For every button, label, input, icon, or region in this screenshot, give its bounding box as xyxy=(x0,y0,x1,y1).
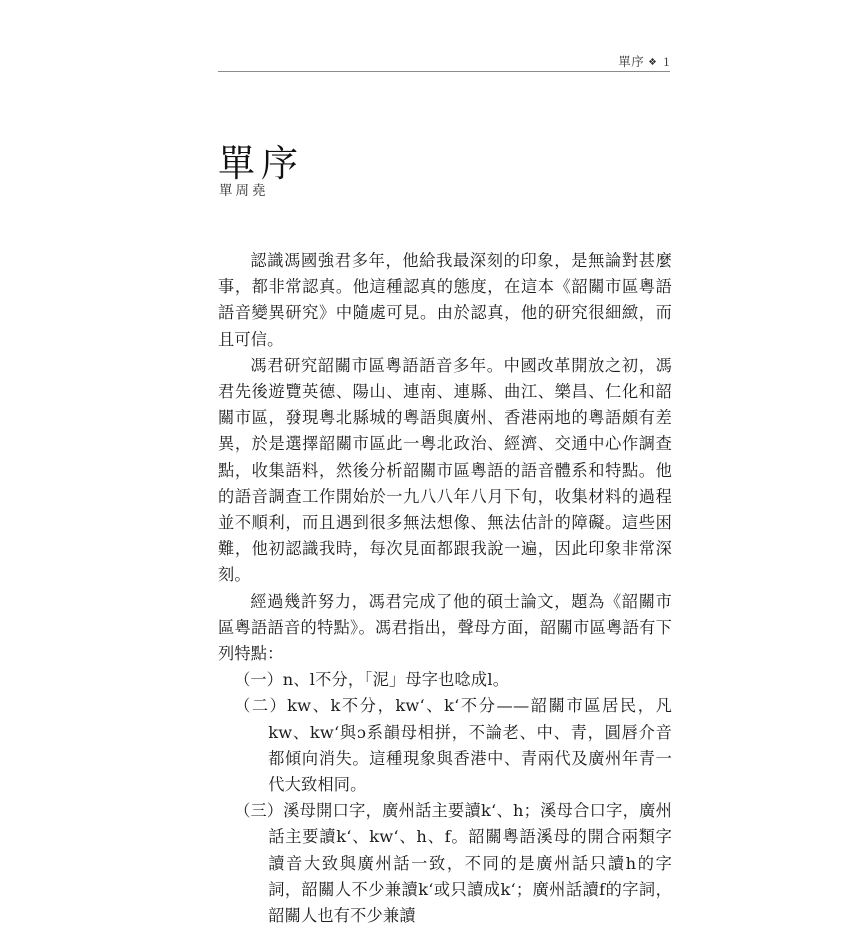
list-item-text: n、l不分，「泥」母字也唸成l。 xyxy=(282,670,510,690)
feature-list xyxy=(218,667,672,929)
list-item-marker: （一） xyxy=(234,670,283,690)
list-item xyxy=(218,798,672,929)
page-title: 單序 xyxy=(218,141,304,185)
list-item-marker: （二） xyxy=(234,696,288,716)
body-content xyxy=(218,248,672,929)
page-number: 1 xyxy=(663,55,670,69)
list-item xyxy=(218,693,672,798)
body-paragraph: 認識馮國強君多年，他給我最深刻的印象，是無論對甚麼事，都非常認真。他這種認真的態度，在這本《韶關市區粵語語音變異研究》中隨處可見。由於認真，他的研究很細緻，而且可信。 xyxy=(218,251,672,349)
running-header-line xyxy=(218,52,670,69)
header-chapter-title: 單序 xyxy=(618,54,645,69)
author-byline: 單周堯 xyxy=(219,183,269,199)
diamond-ornament-icon: ❖ xyxy=(648,57,658,68)
list-item xyxy=(218,667,672,693)
list-item-text: kw、k不分，kwʻ、kʻ不分——韶關市區居民，凡kw、kwʻ與ɔ系韻母相拼，不論老、中、青，圓唇介音都傾向消失。這種現象與香港中、青兩代及廣州年青一代大致相同。 xyxy=(268,696,672,795)
list-item-text: 溪母開口字，廣州話主要讀kʻ、h；溪母合口字，廣州話主要讀kʻ、kwʻ、h、f。韶關粵語溪母的開合兩類字讀音大致與廣州話一致，不同的是廣州話只讀h的字詞，韶關人不少兼讀kʻ或只讀成kʻ；廣州話讀f的字詞，韶關人也有不少兼讀 xyxy=(268,801,672,926)
header-divider xyxy=(218,71,670,72)
running-header xyxy=(218,52,670,72)
list-item-marker: （三） xyxy=(234,801,284,821)
body-paragraph: 馮君研究韶關市區粵語語音多年。中國改革開放之初，馮君先後遊覽英德、陽山、連南、連縣、曲江、樂昌、仁化和韶關市區，發現粵北縣城的粵語與廣州、香港兩地的粵語頗有差異，於是選擇韶關市區此一粵北政治、經濟、交通中心作調查點，收集語料，然後分析韶關市區粵語的語音體系和特點。他的語音調查工作開始於一九八八年八月下旬，收集材料的過程並不順利，而且遇到很多無法想像、無法估計的障礙。這些困難，他初認識我時，每次見面都跟我說一遍，因此印象非常深刻。 xyxy=(218,355,672,585)
body-paragraph: 經過幾許努力，馮君完成了他的碩士論文，題為《韶關市區粵語語音的特點》。馮君指出，聲母方面，韶關市區粵語有下列特點： xyxy=(218,591,672,664)
